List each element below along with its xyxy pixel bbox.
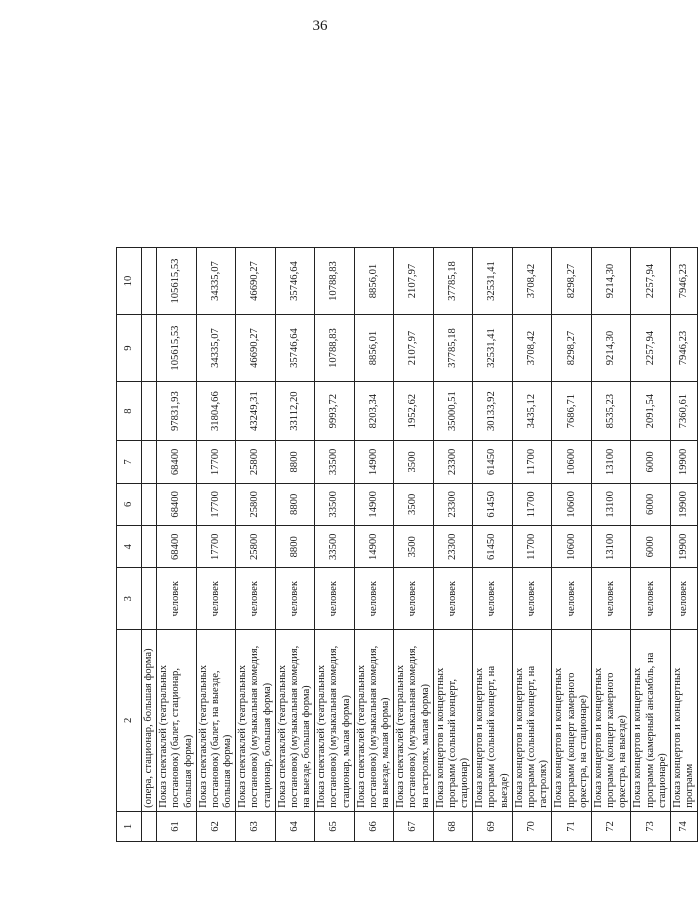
- row-col-8: 43249,31: [236, 382, 276, 441]
- row-col-9: 8298,27: [552, 315, 592, 382]
- row-col-8: 3435,12: [512, 382, 552, 441]
- row-col-10: 32531,41: [473, 248, 513, 315]
- row-number: 63: [236, 811, 276, 841]
- row-number: 69: [473, 811, 513, 841]
- row-col-10: 37785,18: [433, 248, 473, 315]
- row-col-9: 32531,41: [473, 315, 513, 382]
- row-number: 73: [631, 811, 671, 841]
- row-col-8: 31804,66: [196, 382, 236, 441]
- empty-cell: [142, 811, 157, 841]
- table-row: [512, 248, 552, 842]
- row-unit: человек: [552, 568, 592, 629]
- row-col-4: 8800: [275, 526, 315, 568]
- row-col-7: 33500: [315, 441, 355, 483]
- row-col-6: 10600: [552, 483, 592, 525]
- table-row: [236, 248, 276, 842]
- row-col-10: 8298,27: [552, 248, 592, 315]
- row-col-6: 61450: [473, 483, 513, 525]
- row-col-9: 37785,18: [433, 315, 473, 382]
- row-col-8: 7686,71: [552, 382, 592, 441]
- row-col-4: 33500: [315, 526, 355, 568]
- row-col-6: 14900: [354, 483, 394, 525]
- row-col-8: 30133,92: [473, 382, 513, 441]
- row-col-7: 6000: [631, 441, 671, 483]
- row-col-8: 7360,61: [670, 382, 697, 441]
- row-number: 66: [354, 811, 394, 841]
- column-header: 8: [117, 382, 142, 441]
- row-col-10: 35746,64: [275, 248, 315, 315]
- row-col-4: 10600: [552, 526, 592, 568]
- row-unit: человек: [670, 568, 697, 629]
- table-row: [354, 248, 394, 842]
- row-number: 64: [275, 811, 315, 841]
- row-col-9: 34335,07: [196, 315, 236, 382]
- row-description: Показ концертов и концертных программ (концерт камерного оркестра, на выезде): [591, 629, 631, 811]
- row-number: 61: [157, 811, 197, 841]
- row-col-8: 8535,23: [591, 382, 631, 441]
- row-col-10: 9214,30: [591, 248, 631, 315]
- table-row: [275, 248, 315, 842]
- data-table: [116, 247, 698, 842]
- row-description: Показ концертов и концертных программ (сольный концерт, на гастролях): [512, 629, 552, 811]
- row-col-9: 7946,23: [670, 315, 697, 382]
- row-description: Показ спектаклей (театральных постановок) (музыкальная комедия, на выезде, большая форма): [275, 629, 315, 811]
- row-col-7: 25800: [236, 441, 276, 483]
- row-col-7: 10600: [552, 441, 592, 483]
- row-description: Показ спектаклей (театральных постановок) (музыкальная комедия, на выезде, малая форма): [354, 629, 394, 811]
- row-col-8: 8203,34: [354, 382, 394, 441]
- row-unit: человек: [196, 568, 236, 629]
- row-col-9: 3708,42: [512, 315, 552, 382]
- row-col-4: 61450: [473, 526, 513, 568]
- row-description: Показ концертов и концертных программ (концерт камерного оркестра, на стационаре): [552, 629, 592, 811]
- row-number: 67: [394, 811, 434, 841]
- table-row: [552, 248, 592, 842]
- row-description: Показ спектаклей (театральных постановок) (музыкальная комедия, на гастролях, малая форма): [394, 629, 434, 811]
- row-unit: человек: [433, 568, 473, 629]
- row-col-6: 33500: [315, 483, 355, 525]
- table-row: [196, 248, 236, 842]
- row-col-8: 33112,20: [275, 382, 315, 441]
- row-col-8: 35000,51: [433, 382, 473, 441]
- row-col-6: 3500: [394, 483, 434, 525]
- row-col-7: 23300: [433, 441, 473, 483]
- row-col-4: 17700: [196, 526, 236, 568]
- column-header: 1: [117, 811, 142, 841]
- row-number: 65: [315, 811, 355, 841]
- row-col-6: 23300: [433, 483, 473, 525]
- table-header-row: [117, 248, 142, 842]
- row-col-7: 11700: [512, 441, 552, 483]
- row-unit: человек: [512, 568, 552, 629]
- column-header: 6: [117, 483, 142, 525]
- row-description: Показ спектаклей (театральных постановок) (балет, на выезде, большая форма): [196, 629, 236, 811]
- row-col-6: 68400: [157, 483, 197, 525]
- table-row: [394, 248, 434, 842]
- row-col-4: 6000: [631, 526, 671, 568]
- empty-cell: [142, 568, 157, 629]
- row-col-8: 97831,93: [157, 382, 197, 441]
- empty-cell: [142, 248, 157, 315]
- row-col-10: 3708,42: [512, 248, 552, 315]
- row-description: Показ спектаклей (театральных постановок) (балет, стационар, большая форма): [157, 629, 197, 811]
- row-description: Показ концертов и концертных программ: [670, 629, 697, 811]
- row-number: 72: [591, 811, 631, 841]
- row-col-4: 23300: [433, 526, 473, 568]
- column-header: 9: [117, 315, 142, 382]
- row-col-10: 2257,94: [631, 248, 671, 315]
- column-header: 2: [117, 629, 142, 811]
- column-header: 3: [117, 568, 142, 629]
- row-unit: человек: [394, 568, 434, 629]
- empty-cell: [142, 382, 157, 441]
- empty-cell: [142, 526, 157, 568]
- column-header: 10: [117, 248, 142, 315]
- row-col-9: 2107,97: [394, 315, 434, 382]
- row-col-7: 8800: [275, 441, 315, 483]
- row-description: Показ концертов и концертных программ (камерный ансамбль, на стационаре): [631, 629, 671, 811]
- row-unit: человек: [275, 568, 315, 629]
- column-header: 7: [117, 441, 142, 483]
- row-col-4: 11700: [512, 526, 552, 568]
- row-unit: человек: [631, 568, 671, 629]
- row-unit: человек: [591, 568, 631, 629]
- table-row: [433, 248, 473, 842]
- row-col-8: 2091,54: [631, 382, 671, 441]
- row-col-9: 35746,64: [275, 315, 315, 382]
- row-col-9: 46690,27: [236, 315, 276, 382]
- row-col-4: 13100: [591, 526, 631, 568]
- row-col-6: 13100: [591, 483, 631, 525]
- rotated-table-wrapper: [116, 247, 696, 842]
- row-description: Показ спектаклей (театральных постановок) (музыкальная комедия, стационар, большая форма): [236, 629, 276, 811]
- row-col-7: 17700: [196, 441, 236, 483]
- column-header: 4: [117, 526, 142, 568]
- row-col-9: 8856,01: [354, 315, 394, 382]
- row-unit: человек: [157, 568, 197, 629]
- row-description: Показ спектаклей (театральных постановок) (музыкальная комедия, стационар, малая форма): [315, 629, 355, 811]
- row-col-10: 34335,07: [196, 248, 236, 315]
- row-col-8: 1952,62: [394, 382, 434, 441]
- row-col-6: 6000: [631, 483, 671, 525]
- table-row: [670, 248, 697, 842]
- table-row: [315, 248, 355, 842]
- row-description: Показ концертов и концертных программ (сольный концерт, стационар): [433, 629, 473, 811]
- page-number: 36: [312, 18, 328, 34]
- row-col-6: 19900: [670, 483, 697, 525]
- row-col-9: 9214,30: [591, 315, 631, 382]
- row-col-8: 9993,72: [315, 382, 355, 441]
- row-number: 74: [670, 811, 697, 841]
- row-col-4: 19900: [670, 526, 697, 568]
- row-unit: человек: [473, 568, 513, 629]
- row-col-10: 8856,01: [354, 248, 394, 315]
- row-col-9: 10788,83: [315, 315, 355, 382]
- row-col-6: 11700: [512, 483, 552, 525]
- row-col-7: 13100: [591, 441, 631, 483]
- row-unit: человек: [236, 568, 276, 629]
- table-row: [157, 248, 197, 842]
- table-row: [473, 248, 513, 842]
- row-number: 62: [196, 811, 236, 841]
- row-col-10: 2107,97: [394, 248, 434, 315]
- table-row: [631, 248, 671, 842]
- continuation-row: [142, 248, 157, 842]
- table-body: [117, 248, 698, 842]
- row-col-6: 25800: [236, 483, 276, 525]
- row-col-7: 61450: [473, 441, 513, 483]
- row-col-7: 14900: [354, 441, 394, 483]
- row-col-4: 25800: [236, 526, 276, 568]
- row-col-7: 19900: [670, 441, 697, 483]
- row-col-4: 3500: [394, 526, 434, 568]
- row-col-10: 10788,83: [315, 248, 355, 315]
- row-col-10: 7946,23: [670, 248, 697, 315]
- row-col-10: 105615,53: [157, 248, 197, 315]
- row-col-9: 105615,53: [157, 315, 197, 382]
- row-description: Показ концертов и концертных программ (сольный концерт, на выезде): [473, 629, 513, 811]
- row-col-7: 68400: [157, 441, 197, 483]
- continuation-text: (опера, стационар, большая форма): [142, 629, 157, 811]
- row-number: 70: [512, 811, 552, 841]
- empty-cell: [142, 315, 157, 382]
- row-number: 68: [433, 811, 473, 841]
- row-number: 71: [552, 811, 592, 841]
- row-col-6: 17700: [196, 483, 236, 525]
- row-col-6: 8800: [275, 483, 315, 525]
- table-row: [591, 248, 631, 842]
- empty-cell: [142, 483, 157, 525]
- row-unit: человек: [315, 568, 355, 629]
- row-col-7: 3500: [394, 441, 434, 483]
- row-col-9: 2257,94: [631, 315, 671, 382]
- row-unit: человек: [354, 568, 394, 629]
- empty-cell: [142, 441, 157, 483]
- row-col-4: 68400: [157, 526, 197, 568]
- row-col-4: 14900: [354, 526, 394, 568]
- row-col-10: 46690,27: [236, 248, 276, 315]
